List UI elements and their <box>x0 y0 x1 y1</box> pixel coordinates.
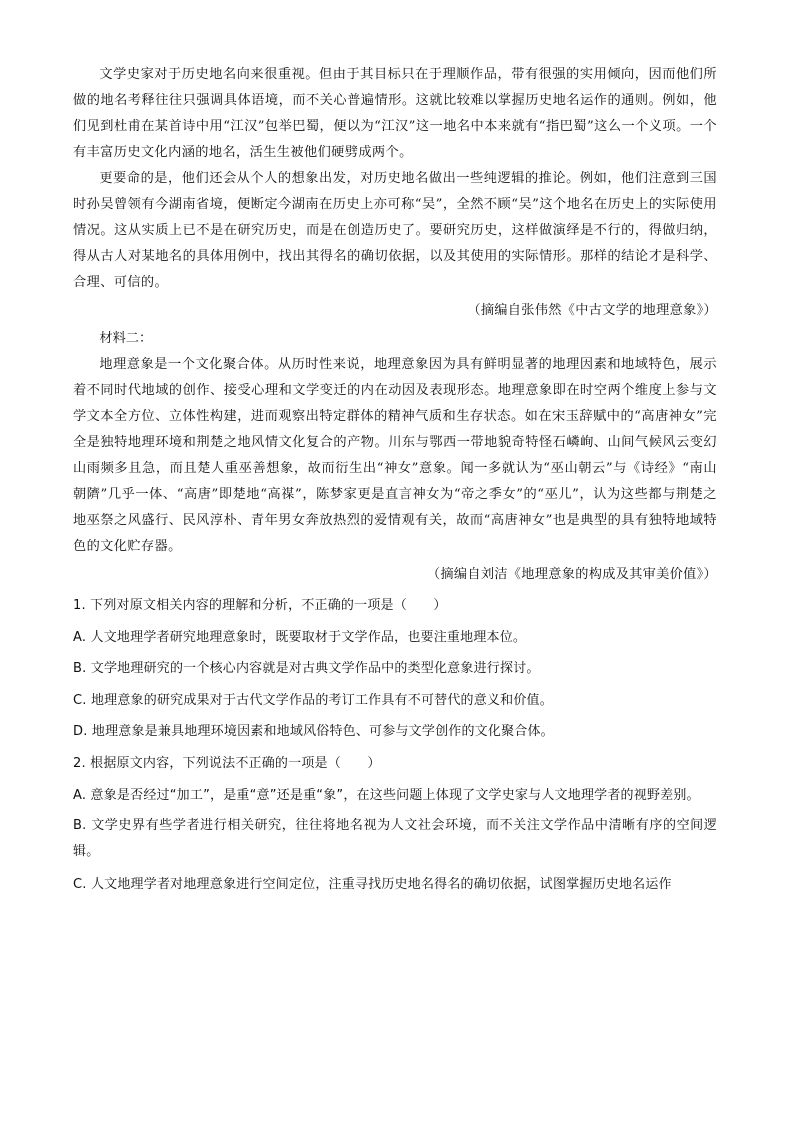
option-a: A. 人文地理学者研究地理意象时，既要取材于文学作品，也要注重地理本位。 <box>73 629 527 645</box>
option-c: C. 人文地理学者对地理意象进行空间定位，注重寻找历史地名得名的确切依据，试图掌握历史地名运作 <box>73 877 672 892</box>
question-1 <box>73 590 717 748</box>
question-2 <box>73 748 717 901</box>
passage2-source: （摘编自刘洁《地理意象的构成及其审美价值》） <box>426 567 717 582</box>
question-stem: 2. 根据原文内容，下列说法不正确的一项是（ ） <box>73 755 381 771</box>
question-stem: 1. 下列对原文相关内容的理解和分析，不正确的一项是（ ） <box>73 598 447 613</box>
passage2-label: 材料二： <box>99 331 153 346</box>
passage1-paragraph-1: 文学史家对于历史地名向来很重视。但由于其目标只在于理顺作品，带有很强的实用倾向，因而他们所做的地名考释往往只强调具体语境，而不关心普遍情形。这就比较难以掌握历史地名运作的通则。例如，他们见到杜甫在某首诗中用“江汉”包举巴蜀，便以为“江汉”这一地名中本来就有“指巴蜀”这么一个义项。一个有丰富历史文化内涵的地名，活生生被他们硬劈成两个。 <box>73 67 717 160</box>
passage1-source: （摘编自张伟然《中古文学的地理意象》） <box>467 303 717 318</box>
option-a: A. 意象是否经过“加工”，是重“意”还是重“象”，在这些问题上体现了文学史家与人文地理学者的视野差别。 <box>73 788 700 803</box>
option-d: D. 地理意象是兼具地理环境因素和地域风俗特色、可参与文学创作的文化聚合体。 <box>73 724 554 739</box>
option-c: C. 地理意象的研究成果对于古代文学作品的考订工作具有不可替代的意义和价值。 <box>73 692 553 708</box>
option-b: B. 文学地理研究的一个核心内容就是对古典文学作品中的类型化意象进行探讨。 <box>73 661 540 676</box>
passage2-paragraph: 地理意象是一个文化聚合体。从历时性来说，地理意象因为具有鲜明显著的地理因素和地域特色，展示着不同时代地域的创作、接受心理和文学变迁的内在动因及表现形态。地理意象即在时空两个维度上参与文学文本全方位、立体性构建，进而观察出特定群体的精神气质和生存状态。如在宋玉辞赋中的“高唐神女”完全是独特地理环境和荆楚之地风情文化复合的产物。川东与鄂西一带地貌奇特怪石嶙峋、山间气候风云变幻山雨频多且急，而且楚人重巫善想象，故而衍生出“神女”意象。闻一多就认为“巫山朝云”与《诗经》“南山朝隮”几乎一体、“高唐”即楚地“高禖”，陈梦家更是直言神女为“帝之季女”的“巫儿”，认为这些都与荆楚之地巫祭之风盛行、民风淳朴、青年男女奔放热烈的爱情观有关，故而“高唐神女”也是典型的具有独特地域特色的文化贮存器。 <box>73 357 717 554</box>
passage1-paragraph-2: 更要命的是，他们还会从个人的想象出发，对历史地名做出一些纯逻辑的推论。例如，他们注意到三国时孙吴曾领有今湖南省境，便断定今湖南在历史上亦可称“吴”，全然不顾“吴”这个地名在历史上的实际使用情况。这从实质上已不是在研究历史，而是在创造历史了。要研究历史，这样做演绎是不行的，得做归纳，得从古人对某地名的具体用例中，找出其得名的确切依据，以及其使用的实际情形。那样的结论才是科学、合理、可信的。 <box>73 171 717 290</box>
option-b: B. 文学史界有些学者进行相关研究，往往将地名视为人文社会环境，而不关注文学作品中清晰有序的空间逻辑。 <box>73 818 717 859</box>
document-page <box>73 62 717 901</box>
